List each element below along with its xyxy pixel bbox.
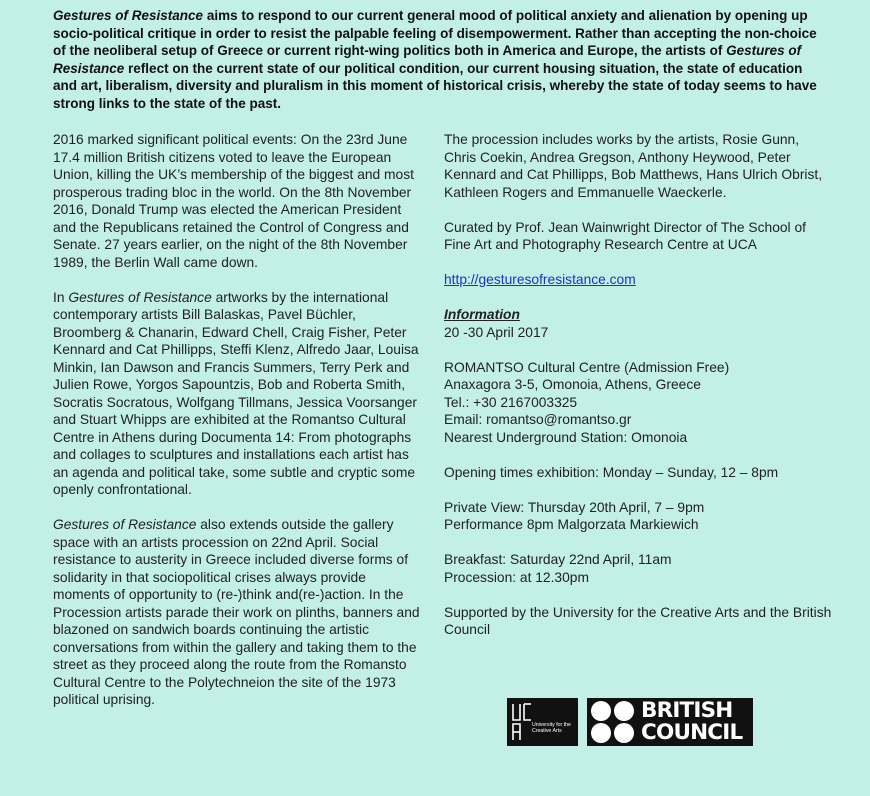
artists-pre: In: [53, 289, 69, 305]
procession-paragraph: [53, 516, 425, 709]
venue-station: Nearest Underground Station: Omonoia: [444, 429, 688, 445]
bc-line-2: COUNCIL: [641, 720, 743, 745]
exhibition-dates: 20 -30 April 2017: [444, 324, 549, 340]
venue-name: ROMANTSO Cultural Centre (Admission Free): [444, 359, 730, 375]
artists-paragraph: [53, 289, 425, 499]
british-council-logo: [587, 698, 753, 746]
uca-text: University for the Creative Arts: [532, 722, 571, 734]
artists-title: Gestures of Resistance: [68, 289, 212, 305]
website-link[interactable]: http://gesturesofresistance.com: [444, 272, 636, 287]
opening-times: Opening times exhibition: Monday – Sunday, 12 – 8pm: [444, 464, 779, 480]
right-column: [444, 131, 834, 639]
procession-title: Gestures of Resistance: [53, 517, 197, 532]
breakfast-block: [444, 551, 834, 586]
private-view-block: [444, 499, 834, 534]
uca-logo: [507, 698, 578, 746]
procession-text: also extends outside the gallery space with an artists procession on 22nd April. Social resistance to austerity in Greece included diverse forms of solidarity in that sociopolitical crises always provide moments of opportunity to (re-)think and(re-)action. In the Procession artists parade their work on plinths, banners and blazoned on sandwich boards continuing the artistic conversations from within the gallery and taking them to the street as they proceed along the route from the Romansto Cultural Centre to the Polytechneion the site of the 1973 political uprising.: [53, 517, 420, 707]
bc-line-1: BRITISH: [641, 698, 733, 723]
information-block: [444, 306, 834, 341]
venue-address: Anaxagora 3-5, Omonoia, Athens, Greece: [444, 377, 701, 392]
venue-email: Email: romantso@romantso.gr: [444, 412, 632, 427]
events-paragraph: 2016 marked significant political events: On the 23rd June 17.4 million British citizens voted to leave the European Union, killing the UK’s membership of the biggest and most prosperous trading bloc in the world. On the 8th November 2016, Donald Trump was elected the American President and the Republicans retained the Control of Congress and Senate. 27 years earlier, on the night of the 8th November 1989, the Berlin Wall came down.: [53, 132, 414, 270]
supported-by: Supported by the University for the Creative Arts and the British Council: [444, 604, 832, 637]
breakfast: Breakfast: Saturday 22nd April, 11am: [444, 552, 672, 567]
website-line: [444, 271, 834, 289]
venue-tel: Tel.: +30 2167003325: [444, 394, 578, 410]
british-council-dots-icon: [589, 700, 637, 744]
intro-paragraph: [53, 7, 823, 113]
intro-title-2: Gestures of Resistance: [53, 43, 802, 76]
intro-text-2: reflect on the current state of our political condition, our current housing situation, the state of education and art, liberalism, diversity and pluralism in this moment of historical crisis, whereby the state of today seems to have strong links to the state of the past.: [53, 60, 817, 111]
private-view: Private View: Thursday 20th April, 7 – 9pm: [444, 499, 705, 515]
venue-block: [444, 359, 834, 447]
procession-artists: The procession includes works by the artists, Rosie Gunn, Chris Coekin, Andrea Gregson, Anthony Heywood, Peter Kennard and Cat Phillipps, Bob Matthews, Hans Ulrich Obrist, Kathleen Rogers and Emmanuelle Waeckerle.: [444, 132, 823, 200]
uca-mark-icon: [511, 702, 533, 742]
information-heading: Information: [444, 307, 520, 322]
left-column: [53, 131, 425, 709]
intro-title: Gestures of Resistance: [53, 8, 204, 23]
performance: Performance 8pm Malgorzata Markiewich: [444, 517, 699, 532]
intro-text-1: aims to respond to our current general mood of political anxiety and alienation by opening up socio-political critique in order to resist the palpable feeling of disempowerment. Rather than accepting the non-choice of the neoliberal setup of Greece or current right-wing politics both in America and Europe, the artists of: [53, 8, 817, 59]
artists-text: artworks by the international contemporary artists Bill Balaskas, Pavel Büchler, Broomberg & Chanarin, Edward Chell, Craig Fisher, Peter Kennard and Cat Phillipps, Steffi Klenz, Alfredo Jaar, Louisa Minkin, Ian Dawson and Francis Summers, Terry Perk and Julien Rowe, Yorgos Sapountzis, Bob and Roberta Smith, Socratis Socratous, Wolfgang Tillmans, Jessica Voorsanger and Stuart Whipps are exhibited at the Romantso Cultural Centre in Athens during Documenta 14: From photographs and collages to sculptures and installations each artist has an agenda and political take, some subtle and cryptic some openly confrontational.: [53, 289, 419, 497]
curated-by: Curated by Prof. Jean Wainwright Director of The School of Fine Art and Photography Research Centre at UCA: [444, 219, 806, 252]
procession-time: Procession: at 12.30pm: [444, 569, 589, 585]
british-council-wordmark: [641, 700, 753, 744]
